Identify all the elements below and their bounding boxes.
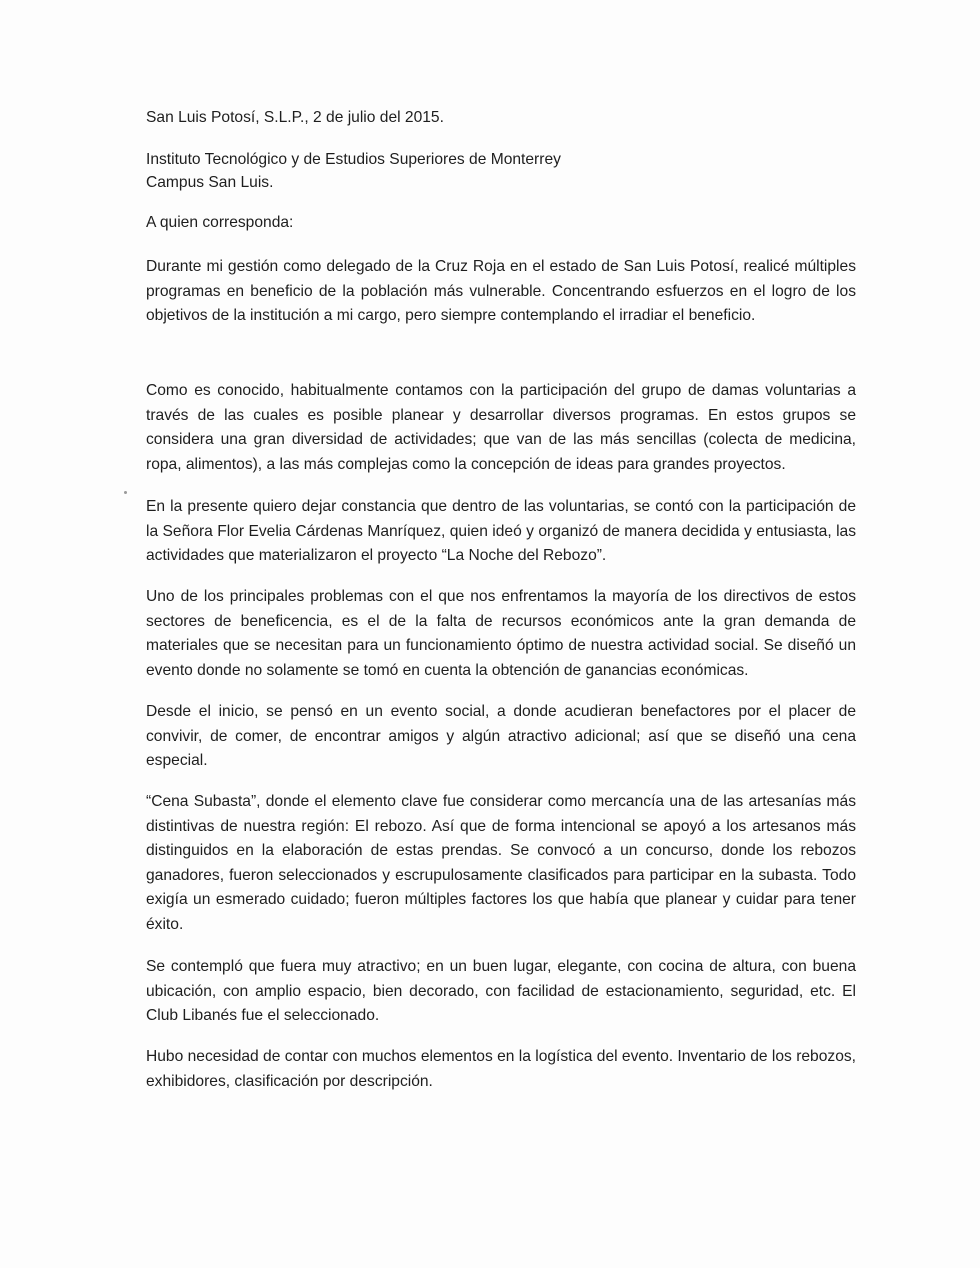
letter-date: San Luis Potosí, S.L.P., 2 de julio del 2015. [146,109,444,126]
recipient-campus: Campus San Luis. [146,174,274,191]
paragraph-voluntarias: Como es conocido, habitualmente contamos con la participación del grupo de damas voluntarias a través de las cuales es posible planear y desarrollar diversos programas. En estos grupos se considera una gran diversidad de actividades; que van de las más sencillas (colecta de medicina, ropa, alimentos), a las más complejas como la concepción de ideas para grandes proyectos. [146,382,856,473]
scan-speck [124,491,127,494]
paragraph-delegado: Durante mi gestión como delegado de la Cruz Roja en el estado de San Luis Potosí, realicé múltiples programas en beneficio de la población más vulnerable. Concentrando esfuerzos en el logro de los objetivos de la institución a mi cargo, pero siempre contemplando el irradiar el beneficio. [146,258,856,324]
paragraph-constancia: En la presente quiero dejar constancia que dentro de las voluntarias, se contó con la participación de la Señora Flor Evelia Cárdenas Manríquez, quien ideó y organizó de manera decidida y entusiasta, las actividades que materializaron el proyecto “La Noche del Rebozo”. [146,498,856,564]
paragraph-evento-social: Desde el inicio, se pensó en un evento social, a donde acudieran benefactores por el placer de convivir, de comer, de encontrar amigos y algún atractivo adicional; así que se diseñó una cena especial. [146,703,856,769]
paragraph-logistica: Hubo necesidad de contar con muchos elementos en la logística del evento. Inventario de los rebozos, exhibidores, clasificación por descripción. [146,1048,856,1090]
paragraph-club-libanes: Se contempló que fuera muy atractivo; en un buen lugar, elegante, con cocina de altura, con buena ubicación, con amplio espacio, bien decorado, con facilidad de estacionamiento, seguridad, etc. El Club Libanés fue el seleccionado. [146,958,856,1024]
recipient-institution: Instituto Tecnológico y de Estudios Superiores de Monterrey [146,151,561,168]
paragraph-cena-subasta: “Cena Subasta”, donde el elemento clave fue considerar como mercancía una de las artesanías más distintivas de nuestra región: El rebozo. Así que de forma intencional se apoyó a los artesanos más distinguidos en la elaboración de estas prendas. Se convocó a un concurso, donde los rebozos ganadores, fueron seleccionados y escrupulosamente clasificados para participar en la subasta. Todo exigía un esmerado cuidado; fueron múltiples factores los que había que planear y cuidar para tener éxito. [146,793,856,933]
paragraph-problemas: Uno de los principales problemas con el que nos enfrentamos la mayoría de los directivos de estos sectores de beneficencia, es el de la falta de recursos económicos ante la gran demanda de materiales que se necesitan para un funcionamiento óptimo de nuestra actividad social. Se diseñó un evento donde no solamente se tomó en cuenta la obtención de ganancias económicas. [146,588,856,679]
salutation: A quien corresponda: [146,214,294,231]
